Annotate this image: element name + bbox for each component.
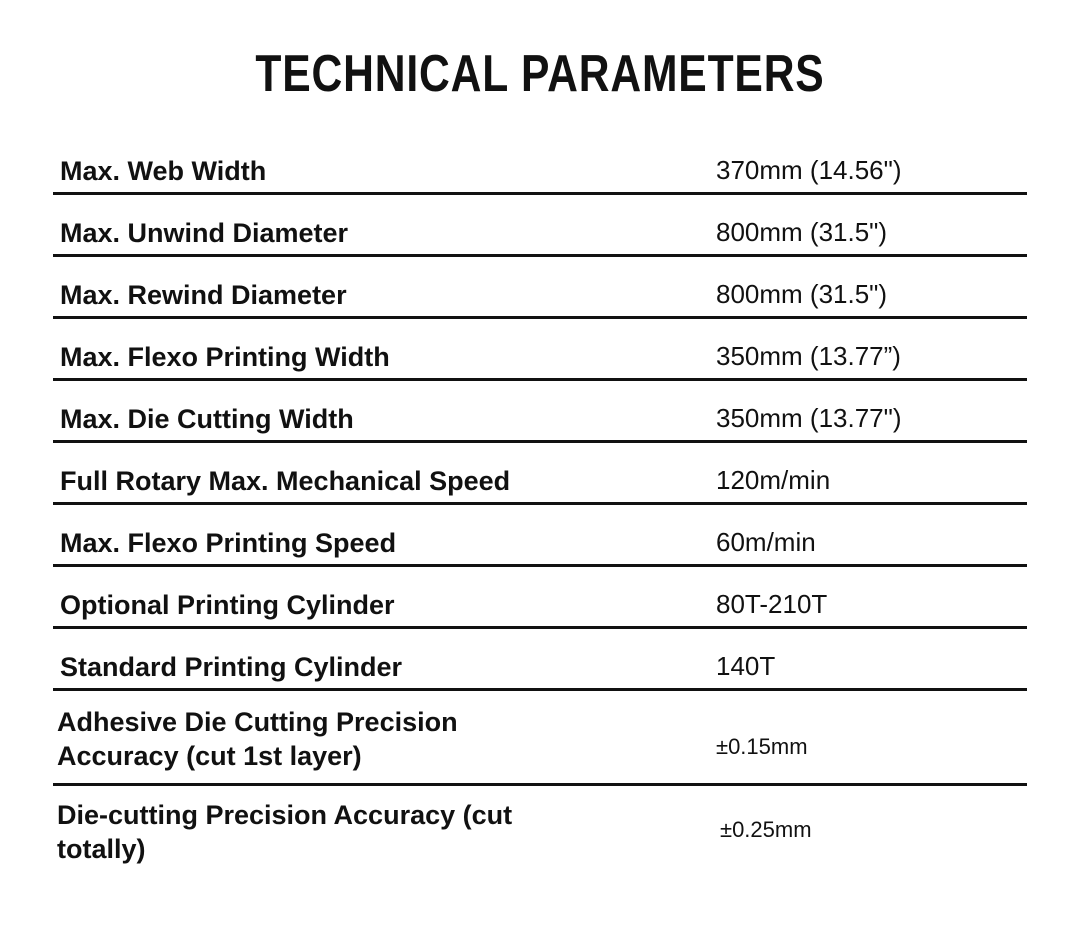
parameter-label: Max. Die Cutting Width <box>60 404 354 434</box>
table-row <box>53 443 1027 505</box>
parameter-label: Optional Printing Cylinder <box>60 590 395 620</box>
parameter-label: Max. Web Width <box>60 156 267 186</box>
parameter-label: Max. Flexo Printing Speed <box>60 528 397 558</box>
parameter-label: Max. Flexo Printing Width <box>60 342 390 372</box>
table-row <box>53 629 1027 691</box>
parameter-value: ±0.15mm <box>716 734 808 759</box>
parameter-value: 800mm (31.5") <box>716 217 888 247</box>
parameter-value: 80T-210T <box>716 589 828 619</box>
table-row <box>53 505 1027 567</box>
table-row <box>53 691 1027 786</box>
parameter-value: 370mm (14.56") <box>716 155 902 185</box>
parameter-value: ±0.25mm <box>720 817 812 842</box>
parameter-value: 350mm (13.77") <box>716 403 902 433</box>
table-row <box>53 195 1027 257</box>
table-row <box>53 142 1027 195</box>
parameter-value: 60m/min <box>716 527 816 557</box>
page-title: TECHNICAL PARAMETERS <box>255 45 825 103</box>
parameter-value: 140T <box>716 651 776 681</box>
parameter-label: Adhesive Die Cutting Precision Accuracy (cut 1st layer) <box>57 707 458 771</box>
table-row <box>53 786 1027 876</box>
parameter-label: Max. Unwind Diameter <box>60 218 349 248</box>
parameter-label: Standard Printing Cylinder <box>60 652 403 682</box>
parameter-label: Max. Rewind Diameter <box>60 280 347 310</box>
table-row <box>53 567 1027 629</box>
parameter-value: 800mm (31.5") <box>716 279 888 309</box>
parameter-label: Full Rotary Max. Mechanical Speed <box>60 466 511 496</box>
parameters-table <box>53 142 1027 876</box>
parameter-label: Die-cutting Precision Accuracy (cut totally) <box>57 800 513 864</box>
table-row <box>53 381 1027 443</box>
table-row <box>53 319 1027 381</box>
table-row <box>53 257 1027 319</box>
parameter-value: 350mm (13.77”) <box>716 341 901 371</box>
parameter-value: 120m/min <box>716 465 831 495</box>
